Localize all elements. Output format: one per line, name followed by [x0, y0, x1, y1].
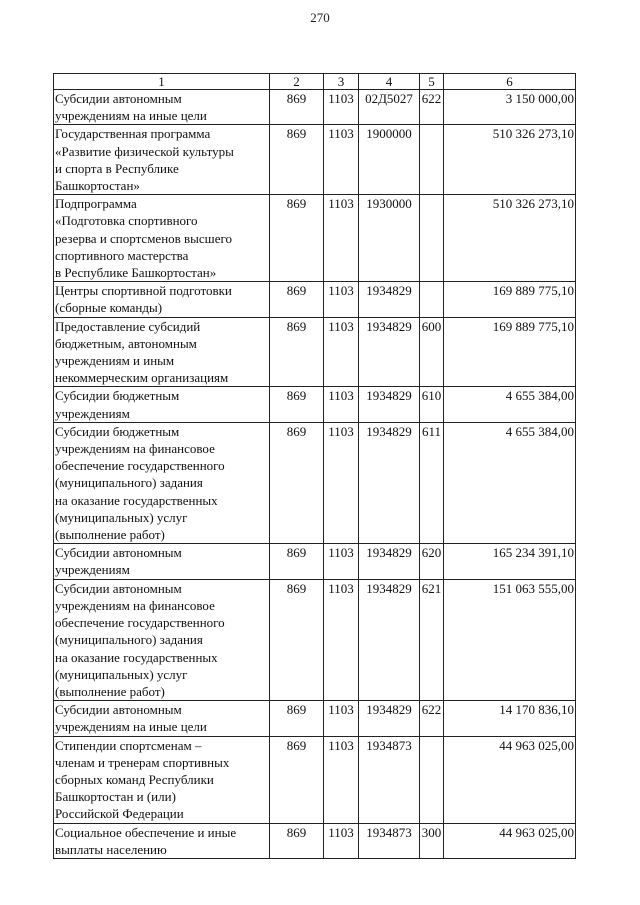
section-code: 1103: [324, 387, 359, 422]
target-article-code: 1934829: [359, 422, 420, 543]
header-cell: 5: [420, 74, 444, 90]
description-line: обеспечение государственного: [55, 615, 225, 631]
section-code: 1103: [324, 544, 359, 579]
description-line: обеспечение государственного: [55, 458, 225, 474]
expense-type-code: 610: [420, 387, 444, 422]
description-line: на оказание государственных: [55, 649, 218, 665]
table-row: [54, 544, 576, 579]
target-article-code: 1934829: [359, 544, 420, 579]
description-line: Субсидии бюджетным: [55, 423, 180, 439]
admin-code: 869: [270, 90, 324, 125]
target-article-code: 1934829: [359, 579, 420, 700]
table-row: [54, 701, 576, 736]
table-row: [54, 195, 576, 282]
expense-type-code: 600: [420, 317, 444, 387]
admin-code: 869: [270, 282, 324, 317]
target-article-code: 1900000: [359, 125, 420, 195]
description-line: Башкортостан и (или): [55, 789, 176, 805]
description-line: Субсидии автономным: [55, 580, 182, 596]
header-cell: 6: [444, 74, 576, 90]
table-row: [54, 736, 576, 823]
description-line: учреждениям и иным: [55, 353, 175, 369]
description-line: учреждениям: [55, 562, 130, 578]
amount: 169 889 775,10: [444, 317, 576, 387]
expense-type-code: 622: [420, 90, 444, 125]
amount: 44 963 025,00: [444, 736, 576, 823]
target-article-code: 1934829: [359, 701, 420, 736]
description-line: учреждениям на иные цели: [55, 108, 207, 124]
table-body: [54, 90, 576, 859]
row-description: [54, 736, 270, 823]
header-cell: 2: [270, 74, 324, 90]
target-article-code: 1930000: [359, 195, 420, 282]
expense-type-code: 300: [420, 823, 444, 858]
description-line: Субсидии автономным: [55, 545, 182, 561]
section-code: 1103: [324, 90, 359, 125]
description-line: (муниципального) задания: [55, 475, 203, 491]
target-article-code: 1934829: [359, 282, 420, 317]
amount: 151 063 555,00: [444, 579, 576, 700]
description-line: Субсидии бюджетным: [55, 388, 180, 404]
admin-code: 869: [270, 736, 324, 823]
table-row: [54, 579, 576, 700]
row-description: [54, 579, 270, 700]
description-line: «Подготовка спортивного: [55, 213, 198, 229]
admin-code: 869: [270, 579, 324, 700]
description-line: Стипендии спортсменам –: [55, 737, 202, 753]
description-line: резерва и спортсменов высшего: [55, 230, 232, 246]
description-line: членам и тренерам спортивных: [55, 754, 230, 770]
expense-type-code: [420, 125, 444, 195]
description-line: выплаты населению: [55, 841, 167, 857]
expense-type-code: [420, 736, 444, 823]
description-line: бюджетным, автономным: [55, 335, 197, 351]
amount: 44 963 025,00: [444, 823, 576, 858]
amount: 169 889 775,10: [444, 282, 576, 317]
admin-code: 869: [270, 317, 324, 387]
expense-type-code: 611: [420, 422, 444, 543]
description-line: и спорта в Республике: [55, 160, 179, 176]
header-cell: 3: [324, 74, 359, 90]
expense-type-code: 622: [420, 701, 444, 736]
table-row: [54, 823, 576, 858]
target-article-code: 1934829: [359, 317, 420, 387]
row-description: [54, 701, 270, 736]
description-line: учреждениям на финансовое: [55, 441, 215, 457]
description-line: (муниципальных) услуг: [55, 509, 188, 525]
description-line: Подпрограмма: [55, 196, 137, 212]
amount: 165 234 391,10: [444, 544, 576, 579]
description-line: учреждениям на финансовое: [55, 597, 215, 613]
section-code: 1103: [324, 195, 359, 282]
amount: 510 326 273,10: [444, 125, 576, 195]
description-line: Центры спортивной подготовки: [55, 283, 232, 299]
description-line: «Развитие физической культуры: [55, 143, 234, 159]
row-description: [54, 90, 270, 125]
description-line: Субсидии автономным: [55, 91, 182, 106]
section-code: 1103: [324, 701, 359, 736]
section-code: 1103: [324, 736, 359, 823]
table-row: [54, 387, 576, 422]
table-row: [54, 90, 576, 125]
amount: 3 150 000,00: [444, 90, 576, 125]
header-cell: 1: [54, 74, 270, 90]
admin-code: 869: [270, 195, 324, 282]
admin-code: 869: [270, 422, 324, 543]
row-description: [54, 282, 270, 317]
amount: 4 655 384,00: [444, 422, 576, 543]
admin-code: 869: [270, 544, 324, 579]
target-article-code: 1934829: [359, 387, 420, 422]
admin-code: 869: [270, 701, 324, 736]
description-line: (сборные команды): [55, 300, 163, 316]
table-row: [54, 125, 576, 195]
budget-table: [53, 73, 576, 859]
section-code: 1103: [324, 579, 359, 700]
description-line: некоммерческим организациям: [55, 370, 229, 386]
row-description: [54, 195, 270, 282]
admin-code: 869: [270, 387, 324, 422]
section-code: 1103: [324, 282, 359, 317]
row-description: [54, 823, 270, 858]
section-code: 1103: [324, 823, 359, 858]
expense-type-code: 620: [420, 544, 444, 579]
table-row: [54, 282, 576, 317]
row-description: [54, 125, 270, 195]
description-line: спортивного мастерства: [55, 247, 189, 263]
section-code: 1103: [324, 317, 359, 387]
description-line: (муниципальных) услуг: [55, 666, 188, 682]
row-description: [54, 317, 270, 387]
amount: 510 326 273,10: [444, 195, 576, 282]
row-description: [54, 387, 270, 422]
description-line: на оказание государственных: [55, 492, 218, 508]
table-row: [54, 422, 576, 543]
row-description: [54, 544, 270, 579]
description-line: учреждениям на иные цели: [55, 719, 207, 735]
row-description: [54, 422, 270, 543]
description-line: (выполнение работ): [55, 527, 165, 543]
description-line: (выполнение работ): [55, 683, 165, 699]
header-cell: 4: [359, 74, 420, 90]
header-row: [54, 74, 576, 90]
page-number: 270: [310, 10, 330, 25]
section-code: 1103: [324, 125, 359, 195]
description-line: учреждениям: [55, 405, 130, 421]
description-line: сборных команд Республики: [55, 771, 214, 787]
table-row: [54, 317, 576, 387]
amount: 14 170 836,10: [444, 701, 576, 736]
expense-type-code: [420, 282, 444, 317]
description-line: Предоставление субсидий: [55, 318, 201, 334]
amount: 4 655 384,00: [444, 387, 576, 422]
target-article-code: 02Д5027: [359, 90, 420, 125]
section-code: 1103: [324, 422, 359, 543]
expense-type-code: 621: [420, 579, 444, 700]
description-line: Башкортостан»: [55, 178, 140, 194]
target-article-code: 1934873: [359, 736, 420, 823]
description-line: Субсидии автономным: [55, 702, 182, 718]
description-line: в Республике Башкортостан»: [55, 265, 217, 281]
description-line: Российской Федерации: [55, 806, 184, 822]
description-line: (муниципального) задания: [55, 632, 203, 648]
target-article-code: 1934873: [359, 823, 420, 858]
admin-code: 869: [270, 125, 324, 195]
admin-code: 869: [270, 823, 324, 858]
description-line: Социальное обеспечение и иные: [55, 824, 237, 840]
expense-type-code: [420, 195, 444, 282]
description-line: Государственная программа: [55, 126, 211, 142]
